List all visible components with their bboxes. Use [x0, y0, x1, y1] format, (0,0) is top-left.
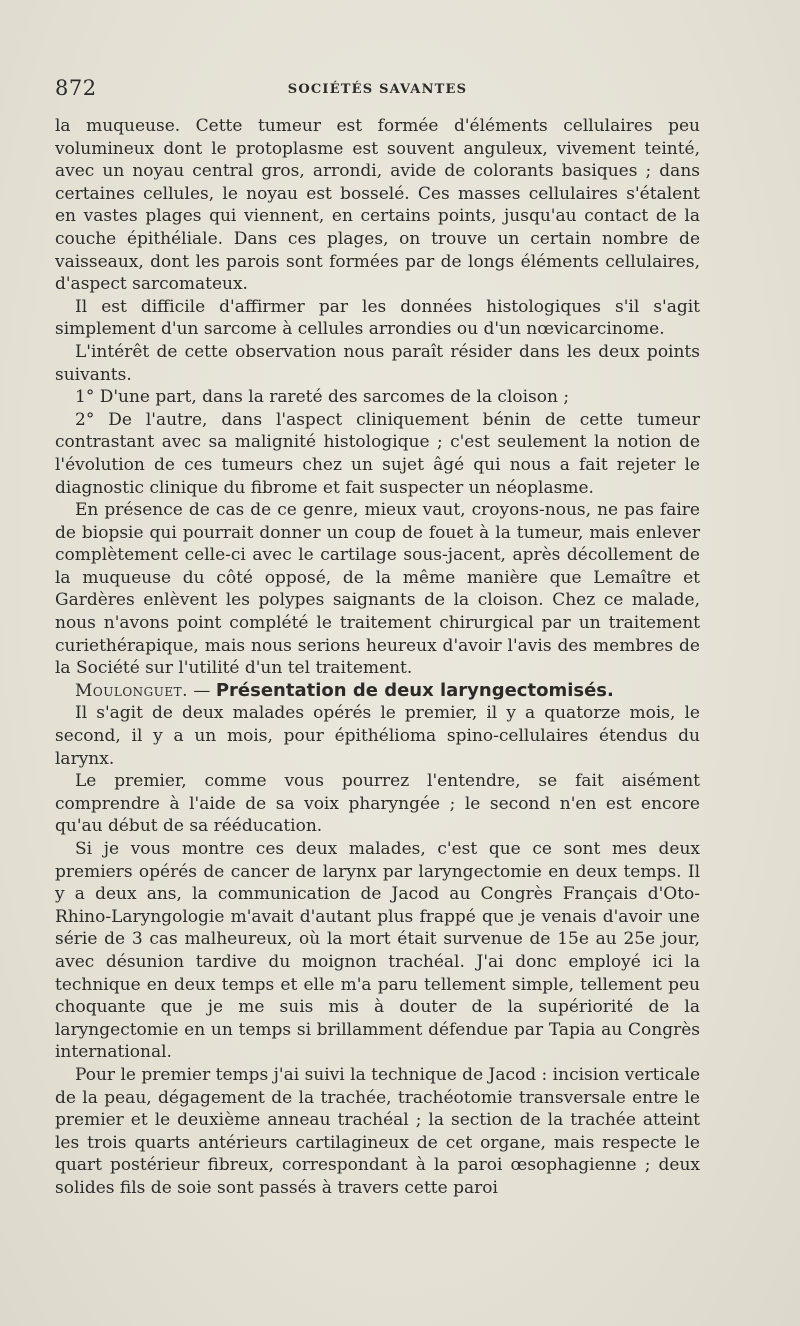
- paragraph: Si je vous montre ces deux malades, c'est que ce sont mes deux premiers opérés de cancer de larynx par laryngectomie en deux temps. Il y a deux ans, la communication de Jacod au Congrès Français d'Oto-Rhino-Laryngologie m'avait d'autant plus frappé que je venais d'avoir une série de 3 cas malheureux, où la mort était survenue de 15e au 25e jour, avec désunion tardive du moignon trachéal. J'ai donc employé ici la technique en deux temps et elle m'a paru tellement simple, tellement peu choquante que je me suis mis à douter de la supériorité de la laryngectomie en un temps si brillamment défendue par Tapia au Congrès international.: [55, 839, 700, 1063]
- paragraph: Pour le premier temps j'ai suivi la technique de Jacod : incision verticale de la peau, dégagement de la trachée, trachéotomie transversale entre le premier et le deuxième anneau trachéal ; la section de la trachée atteint les trois quarts antérieurs cartilagineux de cet organe, mais respecte le quart postérieur fibreux, correspondant à la paroi œsophagienne ; deux solides fils de soie sont passés à travers cette paroi: [55, 1064, 700, 1198]
- paragraph: 1° D'une part, dans la rareté des sarcomes de la cloison ;: [75, 387, 570, 408]
- paragraph: 2° De l'autre, dans l'aspect cliniquement bénin de cette tumeur contrastant avec sa malignité histologique ; c'est seulement la notion de l'évolution de ces tumeurs chez un sujet âgé qui nous a fait rejeter le diagnostic clinique du fibrome et fait suspecter un néoplasme.: [55, 409, 700, 498]
- paragraph: Il est difficile d'affirmer par les données histologiques s'il s'agit simplement d'un sarcome à cellules arrondies ou d'un nœvicarcinome.: [55, 296, 700, 340]
- section-author: Moulonguet.: [75, 680, 189, 701]
- section-heading: [55, 680, 700, 703]
- page-number: 872: [55, 76, 97, 100]
- paragraph: la muqueuse. Cette tumeur est formée d'éléments cellulaires peu volumineux dont le protoplasme est souvent anguleux, vivement teinté, avec un noyau central gros, arrondi, avide de colorants basiques ; dans certaines cellules, le noyau est bosselé. Ces masses cellulaires s'étalent en vastes plages qui viennent, en certains points, jusqu'au contact de la couche épithéliale. Dans ces plages, on trouve un certain nombre de vaisseaux, dont les parois sont formées par de longs éléments cellulaires, d'aspect sarcomateux.: [55, 116, 700, 295]
- paragraph: L'intérêt de cette observation nous paraît résider dans les deux points suivants.: [55, 341, 700, 385]
- section-dash: —: [188, 680, 216, 701]
- paragraph: Le premier, comme vous pourrez l'entendre, se fait aisément comprendre à l'aide de sa voix pharyngée ; le second n'en est encore qu'au début de sa rééducation.: [55, 771, 700, 837]
- page-header: [55, 76, 700, 102]
- paragraph: En présence de cas de ce genre, mieux vaut, croyons-nous, ne pas faire de biopsie qui pourrait donner un coup de fouet à la tumeur, mais enlever complètement celle-ci avec le cartilage sous-jacent, après décollement de la muqueuse du côté opposé, de la même manière que Lemaître et Gardères enlèvent les polypes saignants de la cloison. Chez ce malade, nous n'avons point complété le traitement chirurgical par un traitement curiethérapique, mais nous serions heureux d'avoir l'avis des membres de la Société sur l'utilité d'un tel traitement.: [55, 500, 700, 679]
- body-text: [55, 115, 700, 1200]
- section-title: Présentation de deux laryngectomisés.: [215, 679, 614, 701]
- running-title: SOCIÉTÉS SAVANTES: [287, 82, 468, 97]
- paragraph: Il s'agit de deux malades opérés le premier, il y a quatorze mois, le second, il y a un mois, pour épithélioma spino-cellulaires étendus du larynx.: [55, 703, 700, 769]
